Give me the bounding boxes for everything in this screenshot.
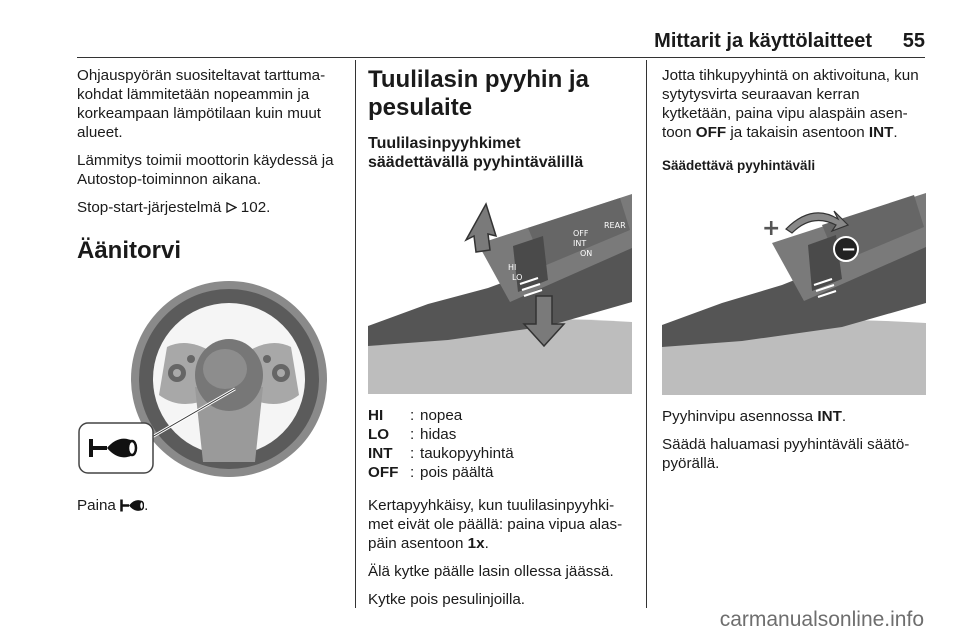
wiper-heading	[368, 66, 636, 122]
header-divider	[77, 57, 925, 58]
column-divider-1	[355, 60, 356, 608]
adjust-wheel-paragraph: Säädä haluamasi pyyhintäväli säätö-pyörällä.	[662, 436, 910, 472]
press-text: Paina	[77, 497, 116, 514]
interval-adjust-illustration	[662, 185, 926, 395]
def-sep: :	[410, 426, 415, 443]
def-value-lo: hidas	[420, 426, 457, 443]
intermittent-activation-paragraph	[662, 66, 930, 142]
single-wipe-paragraph	[368, 496, 636, 553]
def-sep: :	[410, 445, 415, 462]
frozen-glass-warning: Älä kytke päälle lasin ollessa jäässä.	[368, 563, 614, 580]
arrow-reference-icon	[226, 202, 237, 213]
wiper-subheading-line-1: Tuulilasinpyyhkimet	[368, 135, 521, 152]
activation-int: INT	[868, 124, 894, 141]
single-wipe-position: 1x	[467, 535, 485, 552]
activation-off: OFF	[695, 124, 727, 141]
horn-icon	[120, 498, 144, 513]
lever-label-lo: LO	[512, 273, 523, 282]
lever-label-on: ON	[580, 249, 593, 258]
wiper-lever-illustration	[368, 184, 632, 394]
steering-wheel-illustration	[77, 277, 347, 482]
def-key-lo: LO	[368, 426, 390, 443]
chapter-title: Mittarit ja käyttölaitteet	[654, 30, 872, 52]
plus-sign: +	[762, 216, 781, 241]
def-key-hi: HI	[368, 407, 384, 424]
def-key-int: INT	[368, 445, 393, 462]
stop-start-text: Stop-start-järjestelmä	[77, 199, 222, 216]
column-2	[368, 66, 636, 618]
lever-int-end: .	[841, 408, 847, 425]
activation-text: Jotta tihkupyyhintä on aktivoituna, kun sytytysvirta seuraavan kerran kytketään, paina vipu alaspäin asen-toon	[662, 67, 919, 141]
def-key-off: OFF	[368, 464, 399, 481]
single-wipe-text: Kertapyyhkäisy, kun tuulilasinpyyhki-met eivät ole päällä: paina vipua alas-päin asentoon	[368, 497, 623, 552]
press-horn-instruction	[77, 496, 345, 515]
adjustable-interval-heading: Säädettävä pyyhintäväli	[662, 158, 816, 173]
stop-start-reference[interactable]	[77, 198, 345, 217]
def-value-hi: nopea	[420, 407, 463, 424]
wiper-heading-line-2: pesulaite	[368, 94, 473, 121]
lever-int-text: Pyyhinvipu asennossa	[662, 408, 814, 425]
page-number: 55	[902, 30, 925, 52]
activation-text-2: ja takaisin asentoon	[730, 124, 865, 141]
heated-grip-paragraph: Ohjauspyörän suositeltavat tarttuma-kohdat lämmitetään nopeammin ja korkeampaan lämpötilaan kuin muut alueet.	[77, 67, 326, 141]
press-suffix: .	[144, 497, 149, 514]
column-divider-2	[646, 60, 647, 608]
wiper-heading-line-1: Tuulilasin pyyhin ja	[368, 66, 589, 93]
wiper-subheading	[368, 134, 636, 172]
lever-int-paragraph	[662, 407, 930, 426]
lever-label-rear: REAR	[604, 221, 626, 230]
def-value-int: taukopyyhintä	[420, 445, 514, 462]
column-1	[77, 66, 345, 524]
column-3	[662, 66, 930, 482]
car-wash-note: Kytke pois pesulinjoilla.	[368, 591, 526, 608]
stop-start-page: 102.	[240, 199, 271, 216]
horn-callout	[79, 423, 153, 473]
lever-label-off: OFF	[573, 229, 589, 238]
wiper-subheading-line-2: säädettävällä pyyhintävälillä	[368, 154, 584, 171]
activation-end: .	[893, 124, 898, 141]
single-wipe-end: .	[484, 535, 489, 552]
def-sep: :	[410, 407, 415, 424]
lever-label-int: INT	[573, 239, 587, 248]
def-sep: :	[410, 464, 415, 481]
lever-int-label: INT	[817, 408, 842, 425]
minus-sign: −	[841, 239, 857, 260]
lever-label-hi: HI	[508, 263, 517, 272]
site-watermark: carmanualsonline.info	[719, 608, 924, 631]
def-value-off: pois päältä	[420, 464, 494, 481]
heating-operation-paragraph: Lämmitys toimii moottorin käydessä ja Autostop-toiminnon aikana.	[77, 152, 334, 188]
wiper-definitions	[368, 406, 636, 482]
horn-heading: Äänitorvi	[77, 237, 182, 264]
